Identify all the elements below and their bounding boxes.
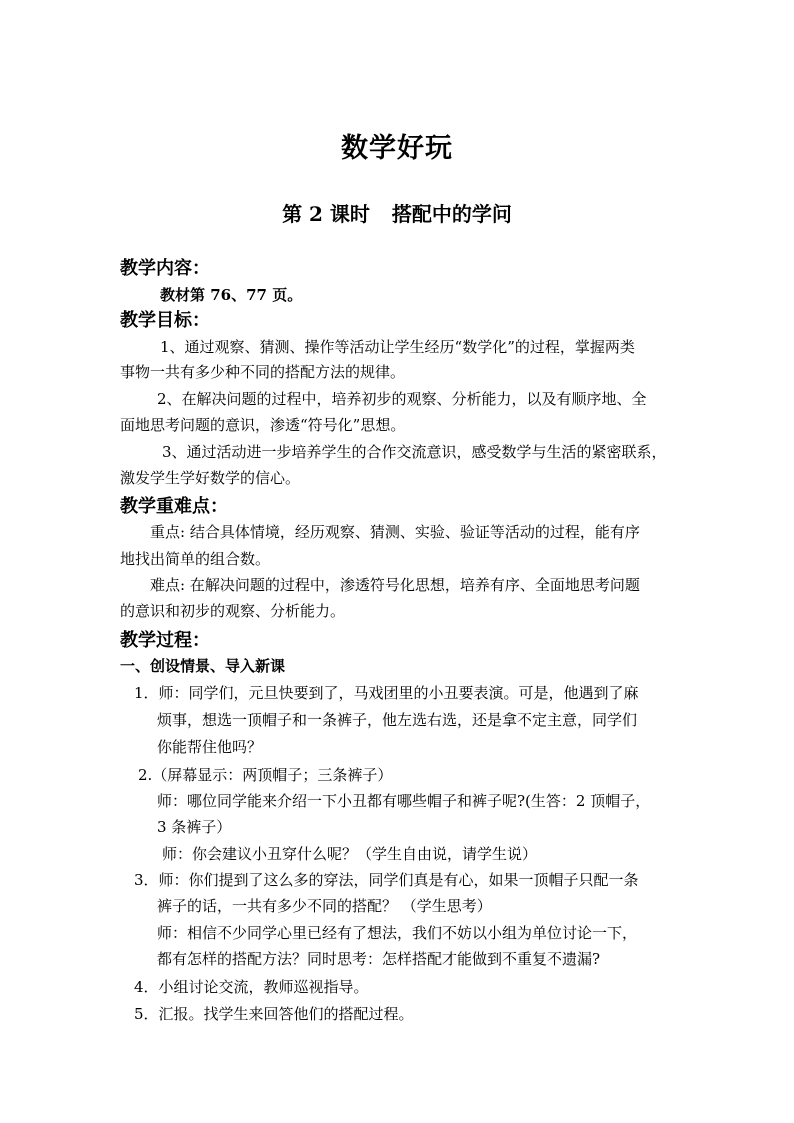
- step-1-line-3: 你能帮住他吗？: [157, 738, 263, 756]
- section-heading-content: 教学内容：: [120, 258, 210, 279]
- section-heading-key-points: 教学重难点：: [120, 496, 228, 517]
- goal-3-line-2: 激发学生学好数学的信心。: [120, 469, 301, 487]
- lesson-subtitle: [0, 198, 794, 227]
- goal-1-line-2: 事物一共有多少种不同的搭配方法的规律。: [120, 363, 406, 381]
- key-point-line-2: 地找出简单的组合数。: [120, 550, 271, 568]
- goal-3-line-1: 3、通过活动进一步培养学生的合作交流意识，感受数学与生活的紧密联系，: [162, 443, 667, 461]
- section-heading-process: 教学过程：: [120, 630, 210, 651]
- step-2-line-3: 3 条裤子）: [157, 818, 232, 836]
- step-3-line-4: 都有怎样的搭配方法？同时思考：怎样搭配才能做到不重复不遗漏?: [157, 950, 601, 968]
- part-1-heading: 一、创设情景、导入新课: [120, 657, 286, 675]
- step-2-line-4: 师：你会建议小丑穿什么呢？（学生自由说，请学生说）: [162, 845, 538, 863]
- step-2-line-1: 2.（屏幕显示：两顶帽子；三条裤子）: [138, 766, 393, 784]
- lesson-topic: 搭配中的学问: [391, 202, 512, 226]
- difficulty-line-2: 的意识和初步的观察、分析能力。: [120, 602, 346, 620]
- goal-2-line-2: 面地思考问题的意识，渗透“符号化”思想。: [120, 416, 406, 434]
- step-1-line-2: 烦事，想选一顶帽子和一条裤子，他左选右选，还是拿不定主意，同学们: [157, 711, 638, 729]
- section-heading-goals: 教学目标：: [120, 310, 210, 331]
- step-4-line-1: 4．小组讨论交流，教师巡视指导。: [134, 978, 369, 996]
- lesson-number: 第 2 课时: [282, 202, 370, 226]
- step-3-line-1: 3．师：你们提到了这么多的穿法，同学们真是有心，如果一顶帽子只配一条: [134, 871, 639, 889]
- document-title: 数学好玩: [341, 133, 453, 164]
- difficulty-line-1: 难点: 在解决问题的过程中，渗透符号化思想，培养有序、全面地思考问题: [150, 576, 640, 594]
- goal-1-line-1: 1、通过观察、猜测、操作等活动让学生经历“数学化”的过程，掌握两类: [160, 338, 635, 356]
- step-3-line-3: 师：相信不少同学心里已经有了想法，我们不妨以小组为单位讨论一下，: [157, 924, 638, 942]
- content-text: 教材第 76、77 页。: [160, 286, 303, 304]
- step-5-line-1: 5．汇报。找学生来回答他们的搭配过程。: [134, 1005, 414, 1023]
- step-1-line-1: 1．师：同学们，元旦快要到了，马戏团里的小丑要表演。可是，他遇到了麻: [134, 684, 639, 702]
- goal-2-line-1: 2、在解决问题的过程中，培养初步的观察、分析能力，以及有顺序地、全: [157, 390, 647, 408]
- key-point-line-1: 重点: 结合具体情境，经历观察、猜测、实验、验证等活动的过程，能有序: [150, 523, 640, 541]
- step-3-line-2: 裤子的话，一共有多少不同的搭配？ （学生思考）: [157, 897, 492, 915]
- step-2-line-2: 师：哪位同学能来介绍一下小丑都有哪些帽子和裤子呢?(生答：2 顶帽子，: [157, 792, 651, 810]
